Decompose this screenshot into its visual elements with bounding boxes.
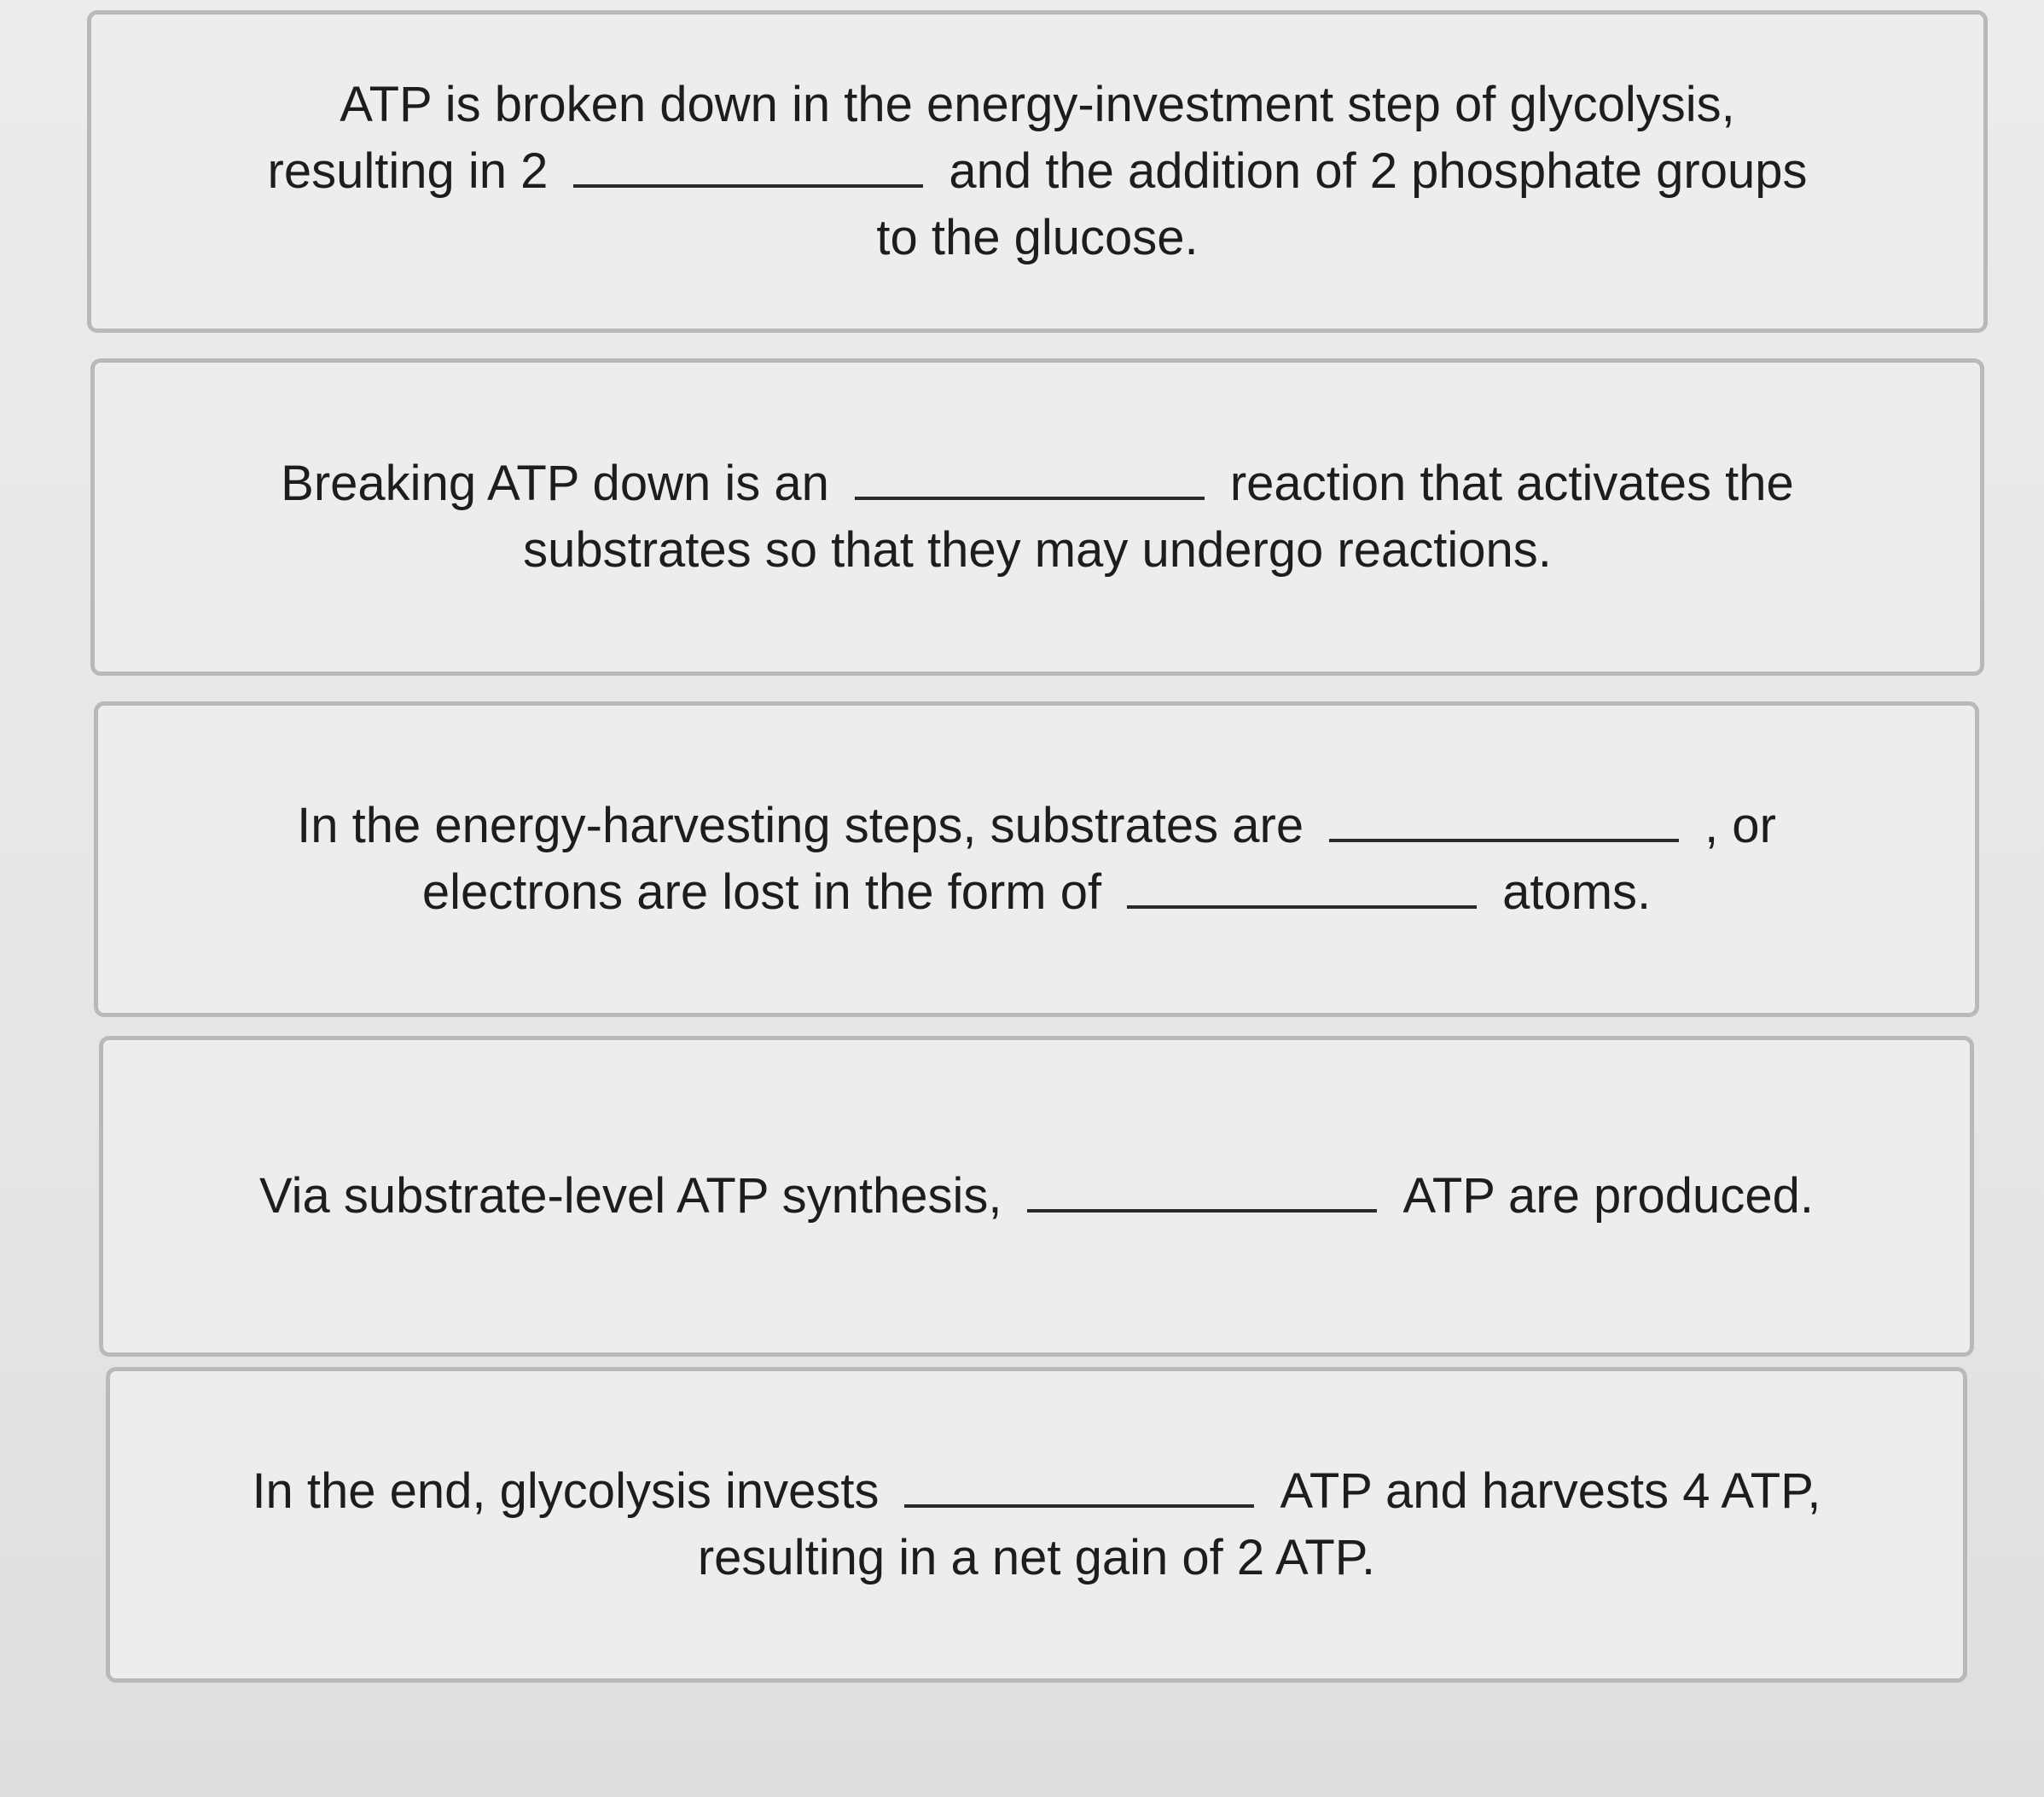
answer-blank-5[interactable] [1027, 1168, 1377, 1213]
statement-5-line-1 [252, 1458, 1820, 1525]
statement-1-text-b: resulting in 2 [267, 143, 549, 199]
statement-1-text-c: and the addition of 2 phosphate groups [949, 143, 1808, 199]
statement-card-4[interactable] [99, 1036, 1974, 1357]
statement-4-text-b: ATP are produced. [1402, 1168, 1814, 1224]
statement-2-text-b: reaction that activates the [1229, 456, 1794, 511]
statement-3-text-c: electrons are lost in the form of [421, 864, 1102, 920]
answer-blank-4[interactable] [1127, 864, 1477, 909]
statement-1-text-a: ATP is broken down in the energy-investment step of glycolysis, [340, 77, 1735, 132]
answer-blank-6[interactable] [904, 1463, 1254, 1508]
statement-4-text-a: Via substrate-level ATP synthesis, [259, 1168, 1002, 1224]
answer-blank-3[interactable] [1329, 798, 1679, 842]
statement-2-line-1 [281, 451, 1794, 517]
statement-card-2[interactable] [90, 358, 1984, 676]
statement-5-text-c: resulting in a net gain of 2 ATP. [697, 1530, 1376, 1585]
statement-3-text-d: atoms. [1502, 864, 1652, 920]
statement-card-1[interactable] [87, 10, 1988, 333]
statement-1-line-1 [340, 72, 1735, 138]
statement-card-5[interactable] [106, 1367, 1967, 1683]
statement-2-line-2 [523, 517, 1552, 584]
statement-5-text-a: In the end, glycolysis invests [252, 1463, 880, 1519]
statement-3-text-b: , or [1704, 798, 1776, 853]
statement-card-3[interactable] [94, 701, 1979, 1017]
statement-5-text-b: ATP and harvests 4 ATP, [1280, 1463, 1821, 1519]
statement-3-line-1 [297, 793, 1776, 859]
statement-2-text-c: substrates so that they may undergo reactions. [523, 522, 1552, 578]
statement-5-line-2 [698, 1525, 1375, 1591]
statement-1-line-3 [876, 205, 1198, 271]
statement-2-text-a: Breaking ATP down is an [281, 456, 829, 511]
statement-4-line-1 [259, 1163, 1814, 1230]
statement-1-line-2 [268, 138, 1808, 205]
statement-1-text-d: to the glucose. [876, 210, 1199, 265]
answer-blank-2[interactable] [855, 456, 1205, 500]
statement-3-text-a: In the energy-harvesting steps, substrates are [297, 798, 1304, 853]
answer-blank-1[interactable] [573, 143, 923, 188]
statement-3-line-2 [422, 859, 1651, 926]
